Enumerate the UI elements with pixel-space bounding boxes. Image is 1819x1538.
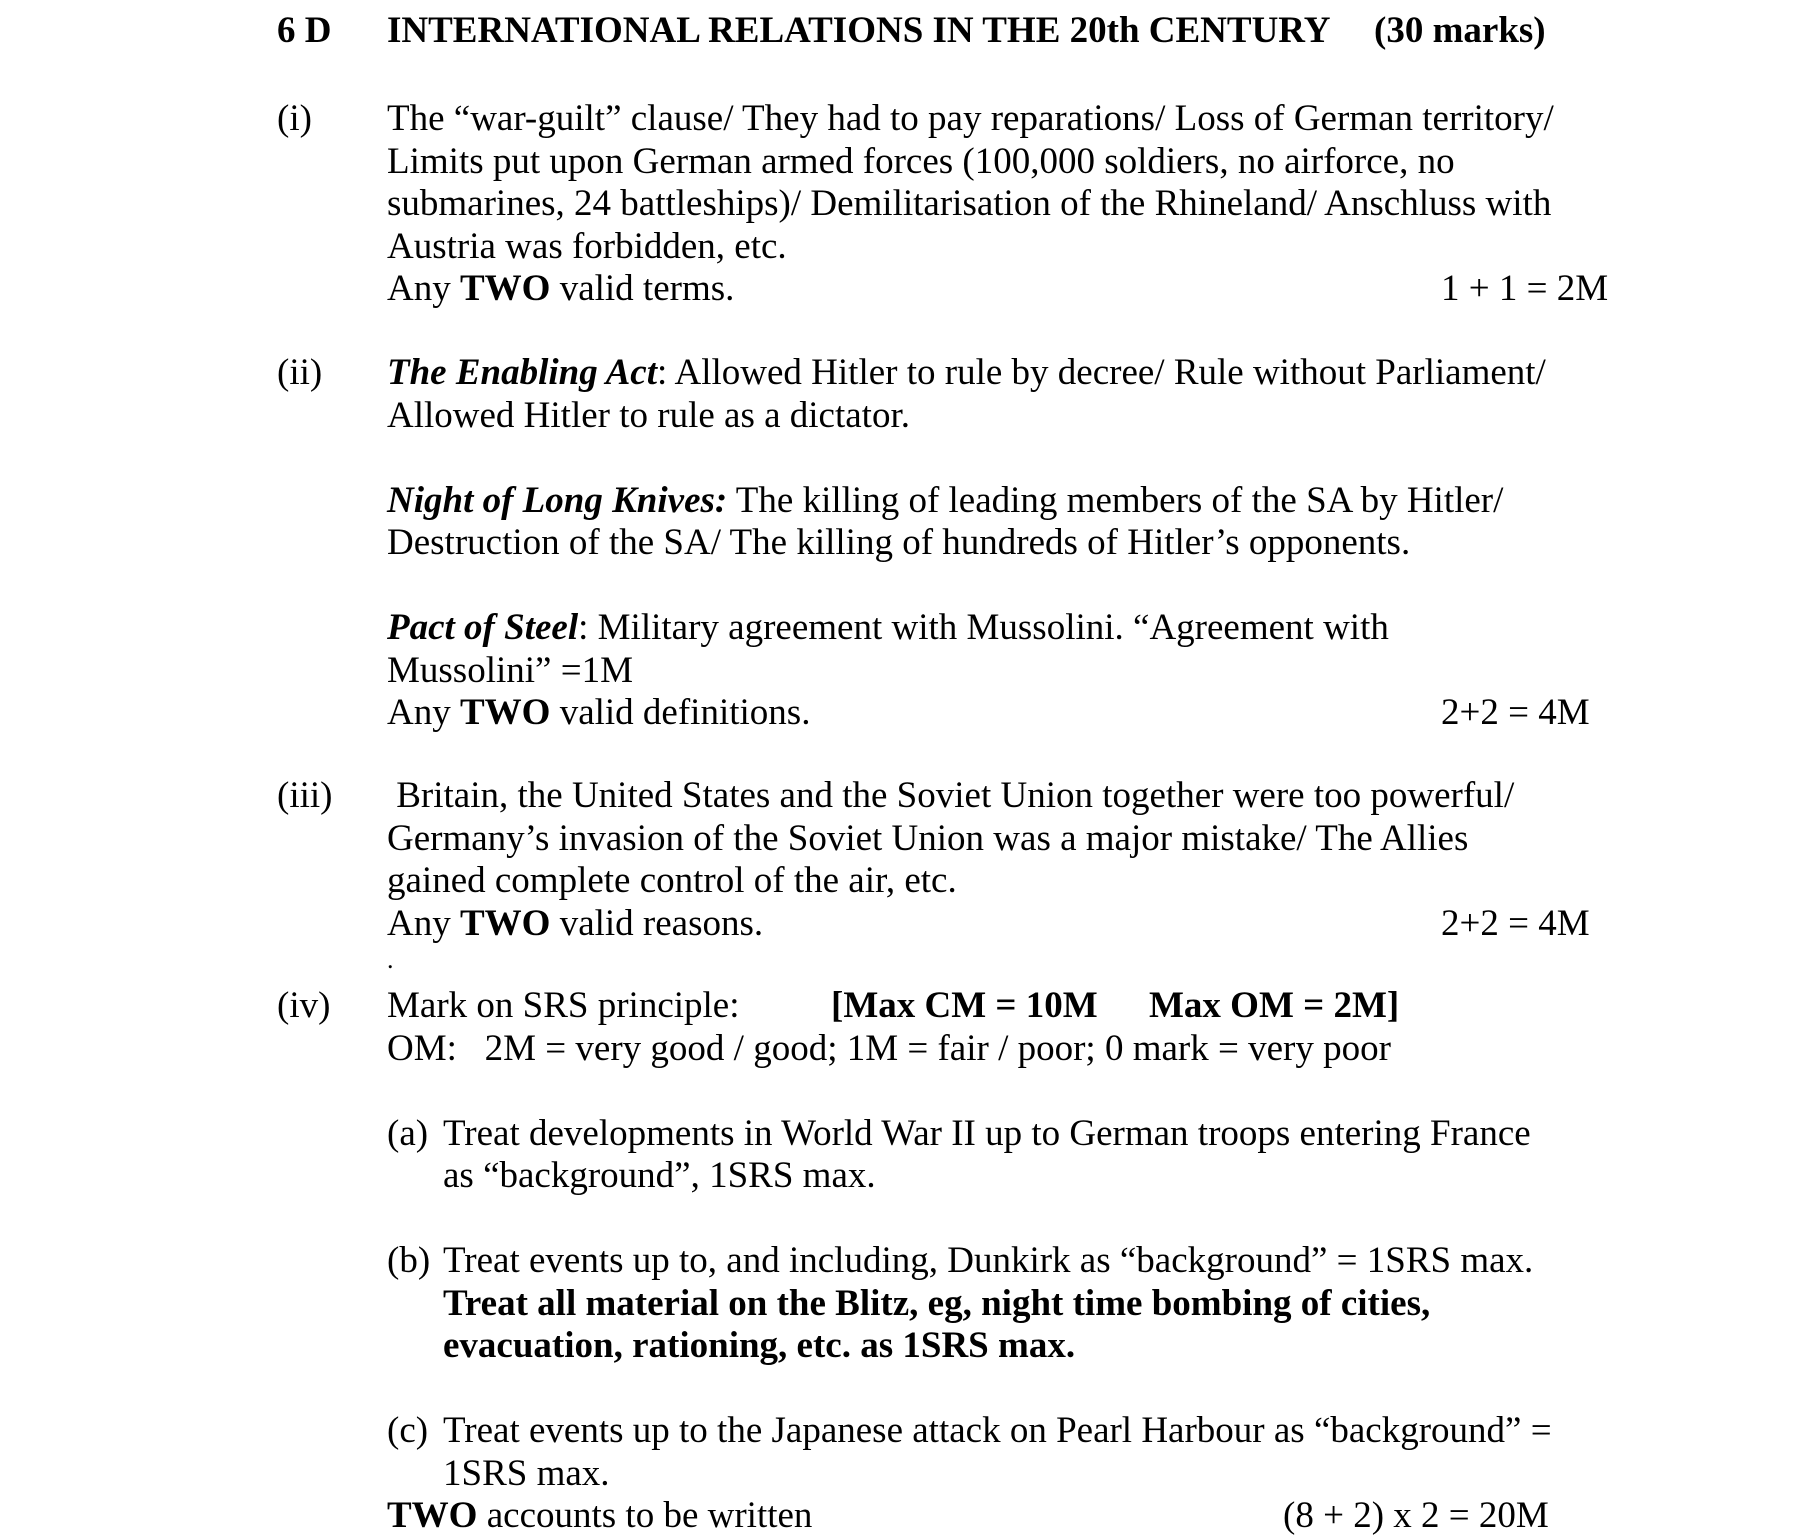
answer-line: Austria was forbidden, etc. — [387, 225, 787, 267]
sub-item-tag: (c) — [387, 1410, 429, 1451]
definition-pact-of-steel: Pact of Steel: Military agreement with Mussolini. “Agreement with — [387, 607, 1389, 648]
answer-line: Britain, the United States and the Soviet Union together were too powerful/ — [387, 775, 1515, 816]
sub-item-line: 1SRS max. — [443, 1452, 610, 1494]
any-two-line: Any TWO valid reasons. 2+2 = 4M — [387, 902, 1590, 944]
emphasis-two: TWO — [459, 902, 551, 944]
answer-line: Mussolini” =1M — [387, 649, 633, 691]
max-om: Max OM = 2M] — [1149, 985, 1400, 1026]
section-number: 6 D — [277, 10, 332, 51]
sub-item-line: as “background”, 1SRS max. — [443, 1155, 876, 1196]
sub-item-tag: (b) — [387, 1240, 431, 1281]
question-body — [387, 775, 1590, 975]
question-body — [387, 985, 1567, 1538]
section-title: INTERNATIONAL RELATIONS IN THE 20th CENTURY — [387, 10, 1331, 51]
score: 1 + 1 = 2M — [1441, 268, 1609, 309]
sub-item-a — [387, 1113, 1567, 1198]
answer-line: The “war-guilt” clause/ They had to pay reparations/ Loss of German territory/ — [387, 98, 1554, 139]
sub-item-bold-line: Treat all material on the Blitz, eg, night time bombing of cities, — [443, 1282, 1431, 1324]
om-criteria-line: OM: 2M = very good / good; 1M = fair / poor; 0 mark = very poor — [387, 1027, 1391, 1069]
score: (8 + 2) x 2 = 20M — [1283, 1495, 1549, 1536]
answer-line: gained complete control of the air, etc. — [387, 860, 957, 901]
term-pact-of-steel: Pact of Steel — [387, 607, 579, 648]
sub-item-bold-line: evacuation, rationing, etc. as 1SRS max. — [443, 1325, 1076, 1366]
definition-night-of-long-knives: Night of Long Knives: The killing of leading members of the SA by Hitler/ — [387, 479, 1504, 521]
srs-principle-line: Mark on SRS principle: [Max CM = 10M Max OM = 2M] — [387, 985, 1400, 1026]
sub-item-c — [387, 1410, 1567, 1495]
answer-line: submarines, 24 battleships)/ Demilitarisation of the Rhineland/ Anschluss with — [387, 183, 1552, 224]
score: 2+2 = 4M — [1441, 902, 1590, 944]
question-body — [387, 352, 1590, 735]
answer-line: Allowed Hitler to rule as a dictator. — [387, 394, 910, 436]
question-label: (iv) — [277, 985, 331, 1026]
question-label: (i) — [277, 98, 312, 139]
sub-item-tag: (a) — [387, 1112, 429, 1154]
max-cm: [Max CM = 10M — [831, 985, 1098, 1026]
answer-line: Germany’s invasion of the Soviet Union was a major mistake/ The Allies — [387, 817, 1469, 859]
emphasis-two: TWO — [459, 268, 551, 309]
definition-enabling-act: The Enabling Act: Allowed Hitler to rule by decree/ Rule without Parliament/ — [387, 352, 1546, 393]
question-body — [387, 98, 1609, 311]
sub-item-line: Treat events up to, and including, Dunkirk as “background” = 1SRS max. — [443, 1240, 1534, 1281]
any-two-line: Any TWO valid definitions. 2+2 = 4M — [387, 692, 1590, 733]
sub-item-b — [387, 1240, 1567, 1368]
term-enabling-act: The Enabling Act — [387, 352, 658, 393]
emphasis-two: TWO — [387, 1495, 478, 1536]
question-label: (ii) — [277, 352, 323, 393]
any-two-line: Any TWO valid terms. 1 + 1 = 2M — [387, 268, 1609, 309]
emphasis-two: TWO — [459, 692, 551, 733]
score: 2+2 = 4M — [1441, 692, 1590, 733]
stray-dot: . — [387, 945, 394, 974]
two-accounts-line: TWO accounts to be written (8 + 2) x 2 = 20M — [387, 1495, 1549, 1536]
answer-line: Destruction of the SA/ The killing of hundreds of Hitler’s opponents. — [387, 522, 1411, 563]
sub-item-line: Treat developments in World War II up to German troops entering France — [443, 1112, 1531, 1154]
question-label: (iii) — [277, 775, 333, 816]
section-marks: (30 marks) — [1374, 10, 1546, 51]
answer-line: Limits put upon German armed forces (100,000 soldiers, no airforce, no — [387, 140, 1455, 182]
sub-item-line: Treat events up to the Japanese attack on Pearl Harbour as “background” = — [443, 1410, 1552, 1451]
term-night-of-long-knives: Night of Long Knives: — [387, 479, 728, 521]
